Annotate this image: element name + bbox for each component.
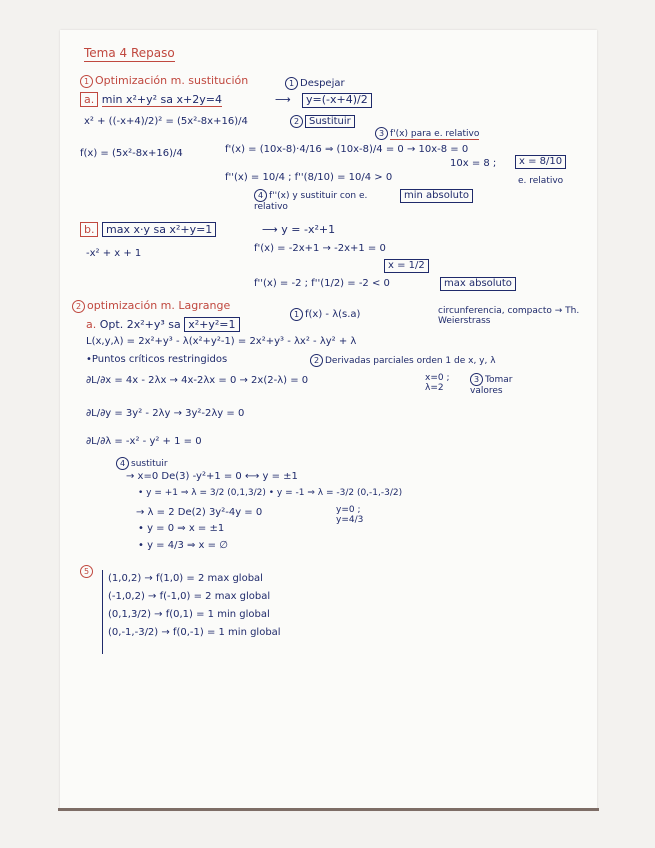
partial-y: ∂L/∂y = 3y² - 2λy → 3y²-2λy = 0 (86, 408, 245, 419)
case-y-zero: • y = 0 ⇒ x = ±1 (138, 523, 225, 534)
b-derivative: f'(x) = -2x+1 → -2x+1 = 0 (254, 243, 386, 254)
step-4-number: 4 (254, 189, 267, 202)
problem-a-statement: min x²+y² sa x+2y=4 (101, 93, 222, 106)
section-1-heading (80, 75, 248, 88)
substitution-expression: x² + ((-x+4)/2)² = (5x²-8x+16)/4 (84, 116, 248, 127)
conclusion-1: (1,0,2) → f(1,0) = 2 max global (108, 573, 263, 584)
step-1-number: 1 (285, 77, 298, 90)
step-4-note (254, 189, 394, 212)
section-2-heading (72, 300, 230, 313)
b-second-derivative: f''(x) = -2 ; f''(1/2) = -2 < 0 (254, 278, 390, 289)
second-derivative: f''(x) = 10/4 ; f''(8/10) = 10/4 > 0 (225, 172, 393, 183)
problem-b (80, 224, 216, 237)
e-relativo-note: e. relativo (518, 176, 564, 186)
step-3-note (375, 127, 479, 140)
circumference-note: circunferencia, compacto → Th. Weierstrass (438, 306, 580, 327)
section-2-number: 2 (72, 300, 85, 313)
conclusion-4: (0,-1,-3/2) → f(0,-1) = 1 min global (108, 627, 281, 638)
constraint-box: x²+y²=1 (184, 317, 239, 332)
step-5-marker (80, 565, 95, 578)
lagrange-problem (86, 319, 240, 332)
step-3-number: 3 (375, 127, 388, 140)
problem-a-label: a. (80, 92, 98, 107)
lagrange-step-3 (470, 373, 540, 396)
step-3-label: f'(x) para e. relativo (390, 129, 480, 139)
lagrange-problem-label: a. (86, 318, 97, 331)
conclusions-bracket (102, 570, 103, 654)
section-2-title: optimización m. Lagrange (87, 299, 231, 312)
b-solve: ⟶ y = -x²+1 (262, 223, 336, 236)
conclusion-2: (-1,0,2) → f(-1,0) = 2 max global (108, 591, 271, 602)
step-2-number: 2 (290, 115, 303, 128)
step-2-sustituir (290, 115, 355, 128)
page-edge-divider (58, 808, 599, 811)
lagrange-step-1 (290, 308, 360, 321)
lagrange-step-1-expression: f(x) - λ(s.a) (305, 309, 361, 320)
step-1-label: Despejar (300, 78, 345, 89)
lagrange-step-2-label: Derivadas parciales orden 1 de x, y, λ (325, 356, 496, 366)
section-1-title: Optimización m. sustitución (95, 74, 249, 87)
lagrange-problem-statement: Opt. 2x²+y³ sa (99, 318, 181, 331)
y-solved-expression: y=(-x+4)/2 (302, 93, 372, 108)
b-x-result-box: x = 1/2 (384, 259, 429, 273)
lagrange-step-3-number: 3 (470, 373, 483, 386)
partial-x-solutions: x=0 ; λ=2 (425, 373, 450, 394)
step-4-label: f''(x) y sustituir con e. relativo (254, 191, 368, 212)
case-y-values: • y = +1 ⇒ λ = 3/2 (0,1,3/2) • y = -1 ⇒ λ = -3/2 (0,-1,-3/2) (138, 488, 403, 498)
lagrange-step-1-number: 1 (290, 308, 303, 321)
section-1-number: 1 (80, 75, 93, 88)
derivative-fpx: f'(x) = (10x-8)·4/16 ⇒ (10x-8)/4 = 0 → 10x-8 = 0 (225, 144, 469, 155)
b-objective: -x² + x + 1 (86, 248, 142, 259)
lagrange-step-3-label: Tomar valores (470, 375, 513, 396)
function-fx: f(x) = (5x²-8x+16)/4 (80, 148, 183, 159)
min-absoluto-box: min absoluto (400, 189, 473, 203)
case-x-zero: → x=0 De(3) -y²+1 = 0 ⟷ y = ±1 (126, 471, 298, 482)
page-title: Tema 4 Repaso (84, 46, 175, 60)
lagrange-step-2-number: 2 (310, 354, 323, 367)
x-result-box: x = 8/10 (515, 155, 566, 169)
lagrangian-expression: L(x,y,λ) = 2x²+y³ - λ(x²+y²-1) = 2x²+y³ - λx² - λy² + λ (86, 336, 357, 347)
step-5-number: 5 (80, 565, 93, 578)
derivative-solve: 10x = 8 ; (450, 158, 497, 169)
case-lambda-solutions: y=0 ; y=4/3 (336, 505, 364, 526)
partial-lambda: ∂L/∂λ = -x² - y² + 1 = 0 (86, 436, 202, 447)
lagrange-step-4-number: 4 (116, 457, 129, 470)
lagrange-step-4 (116, 457, 168, 470)
b-solve-expression: y = -x²+1 (281, 223, 336, 236)
arrow-a: ⟶ (275, 93, 291, 106)
critical-points-heading: •Puntos críticos restringidos (86, 354, 228, 365)
step-1-despejar (285, 77, 345, 90)
case-lambda-two: → λ = 2 De(2) 3y²-4y = 0 (136, 507, 263, 518)
problem-b-statement: max x·y sa x²+y=1 (102, 222, 216, 237)
problem-b-label: b. (80, 222, 98, 237)
partial-x: ∂L/∂x = 4x - 2λx → 4x-2λx = 0 → 2x(2-λ) = 0 (86, 375, 309, 386)
max-absoluto-box: max absoluto (440, 277, 516, 291)
conclusion-3: (0,1,3/2) → f(0,1) = 1 min global (108, 609, 270, 620)
case-y-four-thirds: • y = 4/3 ⇒ x = ∅ (138, 540, 228, 551)
lagrange-step-4-label: sustituir (131, 459, 168, 469)
step-2-label: Sustituir (305, 115, 355, 128)
lagrange-step-2 (310, 354, 496, 367)
problem-a (80, 94, 222, 107)
